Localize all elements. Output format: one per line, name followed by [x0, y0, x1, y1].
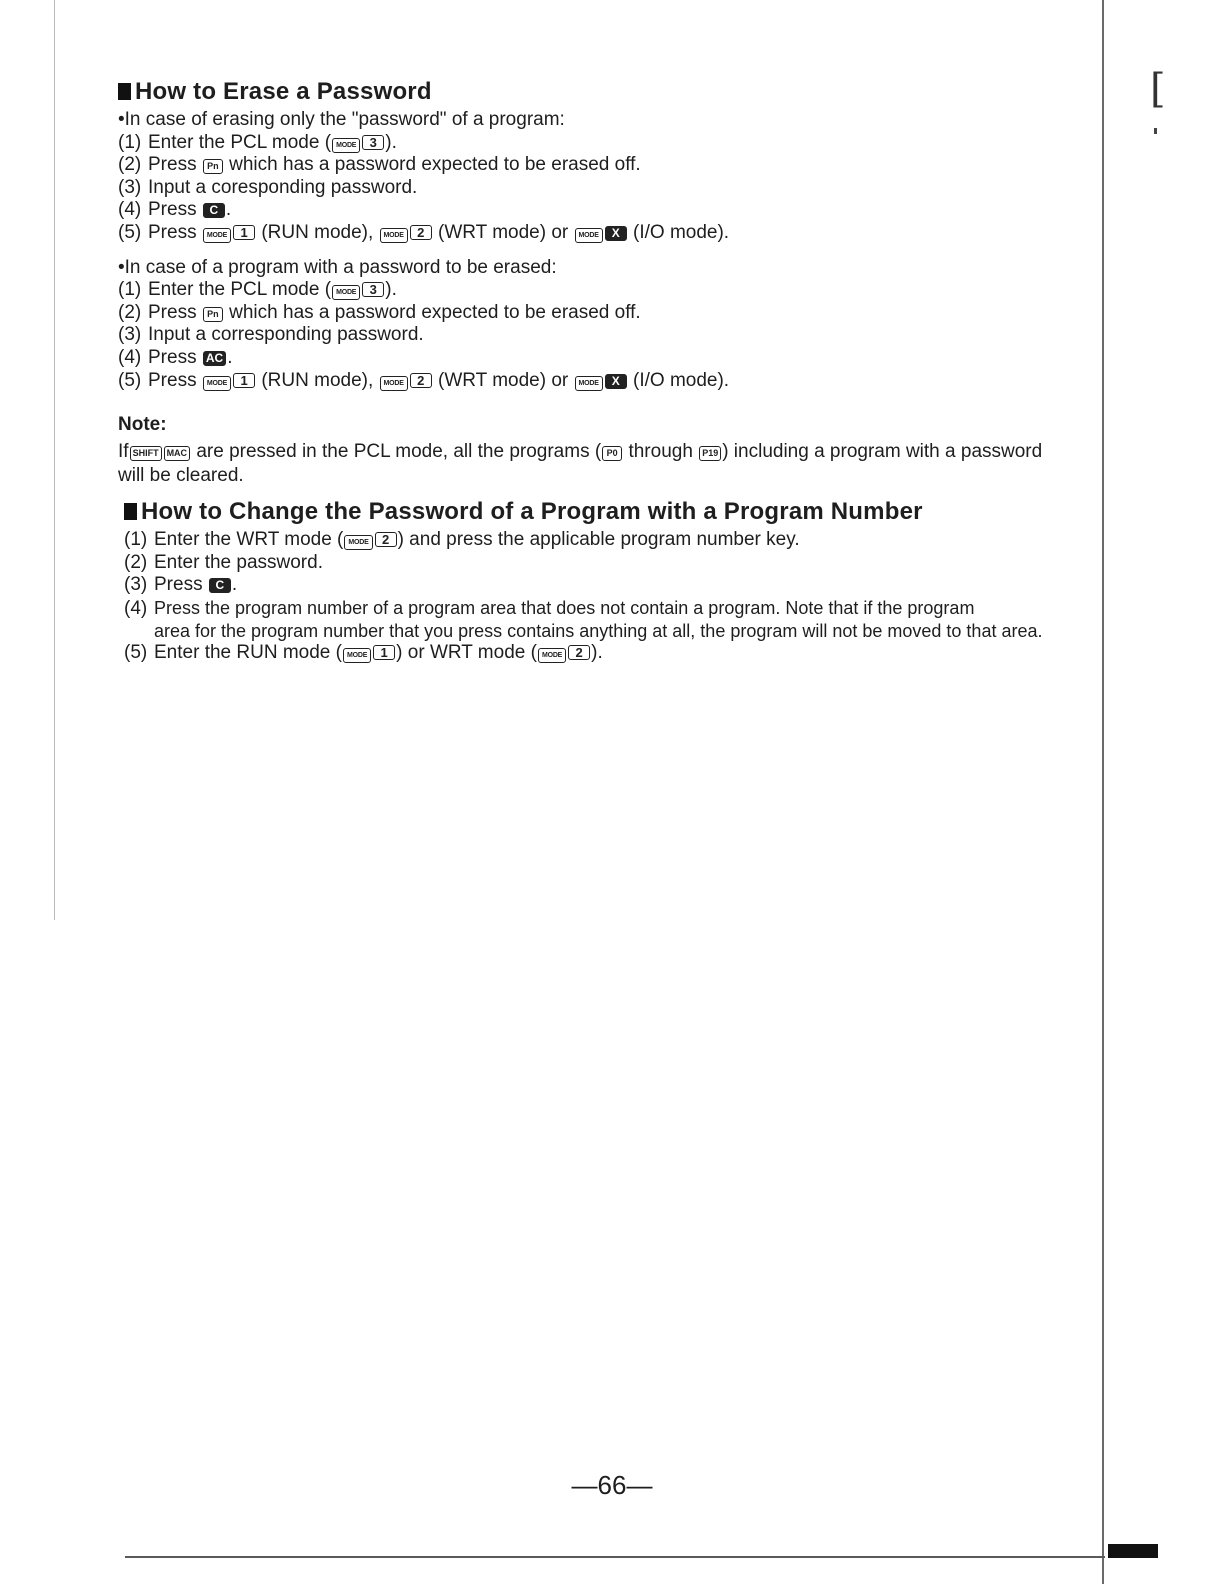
step: (4) Press C . [118, 199, 232, 221]
digit-2-key-icon: 2 [568, 645, 590, 660]
step: (4) Press the program number of a program area that does not contain a program. Note that if the program [124, 597, 975, 619]
shift-key-icon: SHIFT [130, 446, 162, 461]
mode-key-icon: MODE [575, 376, 603, 391]
clear-key-icon: C [209, 578, 231, 593]
program-key-icon: Pn [203, 159, 223, 174]
step: (2) Press Pn which has a password expected to be erased off. [118, 154, 641, 176]
note-text: If SHIFT MAC are pressed in the PCL mode, all the programs ( P0 through P19 ) including a program with a password will be cleared. [118, 441, 1043, 487]
digit-1-key-icon: 1 [373, 645, 395, 660]
mode-key-icon: MODE [380, 228, 408, 243]
margin-tick [1154, 128, 1157, 134]
p0-key-icon: P0 [602, 446, 622, 461]
section-title: How to Change the Password of a Program with a Program Number [124, 498, 1084, 526]
clear-key-icon: C [203, 203, 225, 218]
p19-key-icon: P19 [699, 446, 721, 461]
step: (1) Enter the WRT mode ( MODE 2 ) and press the applicable program number key. [124, 529, 800, 550]
mac-key-icon: MAC [164, 446, 191, 461]
mode-key-icon: MODE [332, 285, 360, 300]
all-clear-key-icon: AC [203, 351, 226, 366]
digit-1-key-icon: 1 [233, 225, 255, 240]
digit-2-key-icon: 2 [410, 373, 432, 388]
mode-key-icon: MODE [575, 228, 603, 243]
step: (3) Input a corresponding password. [118, 324, 424, 346]
section-erase-password [118, 78, 1078, 488]
right-binding-line [1102, 0, 1104, 1584]
program-key-icon: Pn [203, 307, 223, 322]
step: (4) Press AC . [118, 346, 233, 368]
mode-key-icon: MODE [380, 376, 408, 391]
step: (2) Press Pn which has a password expected to be erased off. [118, 301, 641, 323]
step: (1) Enter the PCL mode ( MODE 3 ). [118, 279, 397, 301]
step: (3) Press C . [124, 574, 238, 596]
step: (2) Enter the password. [124, 551, 323, 573]
section-title: How to Erase a Password [118, 78, 1078, 106]
mode-key-icon: MODE [344, 535, 372, 550]
step: (5) Press MODE 1 (RUN mode), MODE 2 (WRT mode) or MODE X (I/O mode). [118, 369, 730, 391]
step-continuation: area for the program number that you press contains anything at all, the program will not be moved to that area. [154, 621, 1043, 642]
note-label: Note: [118, 414, 167, 436]
step: (1) Enter the PCL mode ( MODE 3 ). [118, 131, 397, 153]
digit-3-key-icon: 3 [362, 135, 384, 150]
step: (3) Input a coresponding password. [118, 176, 418, 198]
mode-key-icon: MODE [332, 138, 360, 153]
left-margin-line [54, 0, 55, 920]
mode-key-icon: MODE [538, 648, 566, 663]
square-bullet-icon [118, 83, 131, 100]
digit-2-key-icon: 2 [375, 532, 397, 547]
case-intro: •In case of erasing only the "password" of a program: [118, 109, 565, 130]
case-intro: •In case of a program with a password to be erased: [118, 256, 557, 278]
digit-1-key-icon: 1 [233, 373, 255, 388]
multiply-key-icon: X [605, 374, 627, 389]
step: (5) Press MODE 1 (RUN mode), MODE 2 (WRT mode) or MODE X (I/O mode). [118, 221, 730, 243]
margin-bracket: [ [1150, 66, 1166, 112]
bottom-rule [125, 1556, 1105, 1558]
mode-key-icon: MODE [203, 228, 231, 243]
mode-key-icon: MODE [343, 648, 371, 663]
step: (5) Enter the RUN mode ( MODE 1 ) or WRT mode ( MODE 2 ). [124, 642, 603, 664]
section-change-password [124, 498, 1084, 665]
digit-3-key-icon: 3 [362, 282, 384, 297]
multiply-key-icon: X [605, 226, 627, 241]
page-number: —66— [571, 1470, 653, 1500]
mode-key-icon: MODE [203, 376, 231, 391]
bottom-corner-mark [1108, 1544, 1158, 1558]
square-bullet-icon [124, 503, 137, 520]
digit-2-key-icon: 2 [410, 225, 432, 240]
